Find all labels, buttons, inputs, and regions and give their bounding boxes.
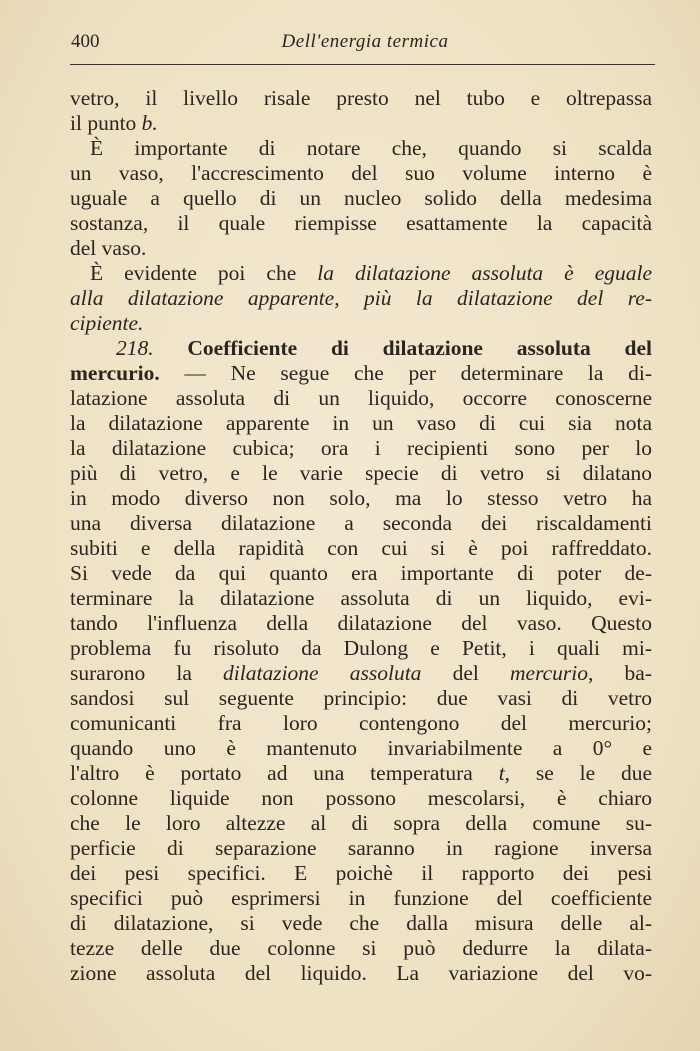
text-line — [70, 911, 652, 936]
text-span: un vaso, l'accrescimento del suo volume interno è — [70, 161, 652, 185]
text-line — [70, 286, 652, 311]
italic-text: dilatazione assoluta — [223, 661, 422, 685]
text-span: sandosi sul seguente principio: due vasi di vetro — [70, 686, 652, 710]
text-line — [70, 561, 652, 586]
text-span: problema fu risoluto da Dulong e Petit, i quali mi- — [70, 636, 652, 660]
text-span: uguale a quello di un nucleo solido della medesima — [70, 186, 652, 210]
text-line — [70, 811, 652, 836]
text-span: zione assoluta del liquido. La variazione del vo- — [70, 961, 652, 985]
text-span: l'altro è portato ad una temperatura — [70, 761, 499, 785]
text-span: comunicanti fra loro contengono del mercurio; — [70, 711, 652, 735]
text-span: più di vetro, e le varie specie di vetro si dilatano — [70, 461, 652, 485]
text-line — [70, 186, 652, 211]
text-line — [70, 136, 652, 161]
text-span: latazione assoluta di un liquido, occorre conoscerne — [70, 386, 652, 410]
text-line — [70, 161, 652, 186]
text-span: surarono la — [70, 661, 224, 685]
text-span: in modo diverso non solo, ma lo stesso vetro ha — [70, 486, 652, 510]
text-line — [70, 736, 652, 761]
italic-text: t — [498, 761, 505, 785]
italic-text: la dilatazione assoluta è eguale — [317, 261, 652, 285]
text-line — [70, 386, 652, 411]
text-line — [70, 711, 652, 736]
text-span: È evidente poi che — [90, 261, 318, 285]
text-line — [70, 586, 652, 611]
text-line — [70, 786, 652, 811]
text-line — [70, 461, 652, 486]
text-span: del vaso. — [70, 236, 147, 260]
italic-text: alla dilatazione apparente, più la dilatazione del re- — [70, 286, 652, 310]
text-line — [70, 211, 652, 236]
text-span: vetro, il livello risale presto nel tubo e oltrepassa — [70, 86, 652, 110]
text-span: terminare la dilatazione assoluta di un liquido, evi- — [70, 586, 652, 610]
italic-text: b. — [141, 111, 158, 135]
body-text — [70, 86, 652, 986]
italic-text: cipiente. — [70, 311, 144, 335]
text-line — [70, 861, 652, 886]
text-line — [70, 311, 652, 336]
text-span: colonne liquide non possono mescolarsi, è chiaro — [70, 786, 652, 810]
text-span: sostanza, il quale riempisse esattamente la capacità — [70, 211, 652, 235]
text-line — [70, 511, 652, 536]
text-line — [70, 636, 652, 661]
text-span: , se le due — [504, 761, 653, 785]
text-line — [70, 86, 652, 111]
text-line — [70, 336, 652, 361]
text-line — [70, 836, 652, 861]
text-span: — Ne segue che per determinare la di- — [159, 361, 652, 385]
text-line — [70, 886, 652, 911]
text-line — [70, 661, 652, 686]
text-line — [70, 261, 652, 286]
text-span: quando uno è mantenuto invariabilmente a 0° e — [70, 736, 652, 760]
text-span: specifici può esprimersi in funzione del coefficiente — [70, 886, 652, 910]
text-span: , ba- — [588, 661, 653, 685]
text-span: una diversa dilatazione a seconda dei riscaldamenti — [70, 511, 652, 535]
bold-text: mercurio. — [70, 361, 160, 385]
text-span: Si vede da qui quanto era importante di poter de- — [70, 561, 652, 585]
text-span: È importante di notare che, quando si scalda — [90, 136, 652, 160]
italic-text: 218. — [116, 336, 188, 360]
running-title: Dell'energia termica — [281, 31, 449, 52]
page-number: 400 — [71, 31, 100, 52]
italic-text: mercurio — [510, 661, 589, 685]
text-line — [70, 611, 652, 636]
text-span: del — [421, 661, 510, 685]
text-span: perficie di separazione saranno in ragione inversa — [70, 836, 652, 860]
text-span: di dilatazione, si vede che dalla misura delle al- — [70, 911, 652, 935]
text-line — [70, 111, 652, 136]
text-line — [70, 936, 652, 961]
text-span: che le loro altezze al di sopra della comune su- — [70, 811, 652, 835]
header-rule — [70, 64, 655, 65]
text-line — [70, 536, 652, 561]
text-span: tando l'influenza della dilatazione del vaso. Questo — [70, 611, 652, 635]
text-span: subiti e della rapidità con cui si è poi raffreddato. — [70, 536, 652, 560]
text-span: tezze delle due colonne si può dedurre la dilata- — [70, 936, 652, 960]
text-span: dei pesi specifici. E poichè il rapporto dei pesi — [70, 861, 652, 885]
text-span: il punto — [70, 111, 142, 135]
text-span: la dilatazione apparente in un vaso di cui sia nota — [70, 411, 652, 435]
text-line — [70, 361, 652, 386]
text-line — [70, 236, 652, 261]
text-line — [70, 486, 652, 511]
text-line — [70, 436, 652, 461]
bold-text: Coefficiente di dilatazione assoluta del — [187, 336, 653, 360]
text-span: la dilatazione cubica; ora i recipienti sono per lo — [70, 436, 652, 460]
text-line — [70, 961, 652, 986]
text-line — [70, 686, 652, 711]
text-line — [70, 411, 652, 436]
text-line — [70, 761, 652, 786]
